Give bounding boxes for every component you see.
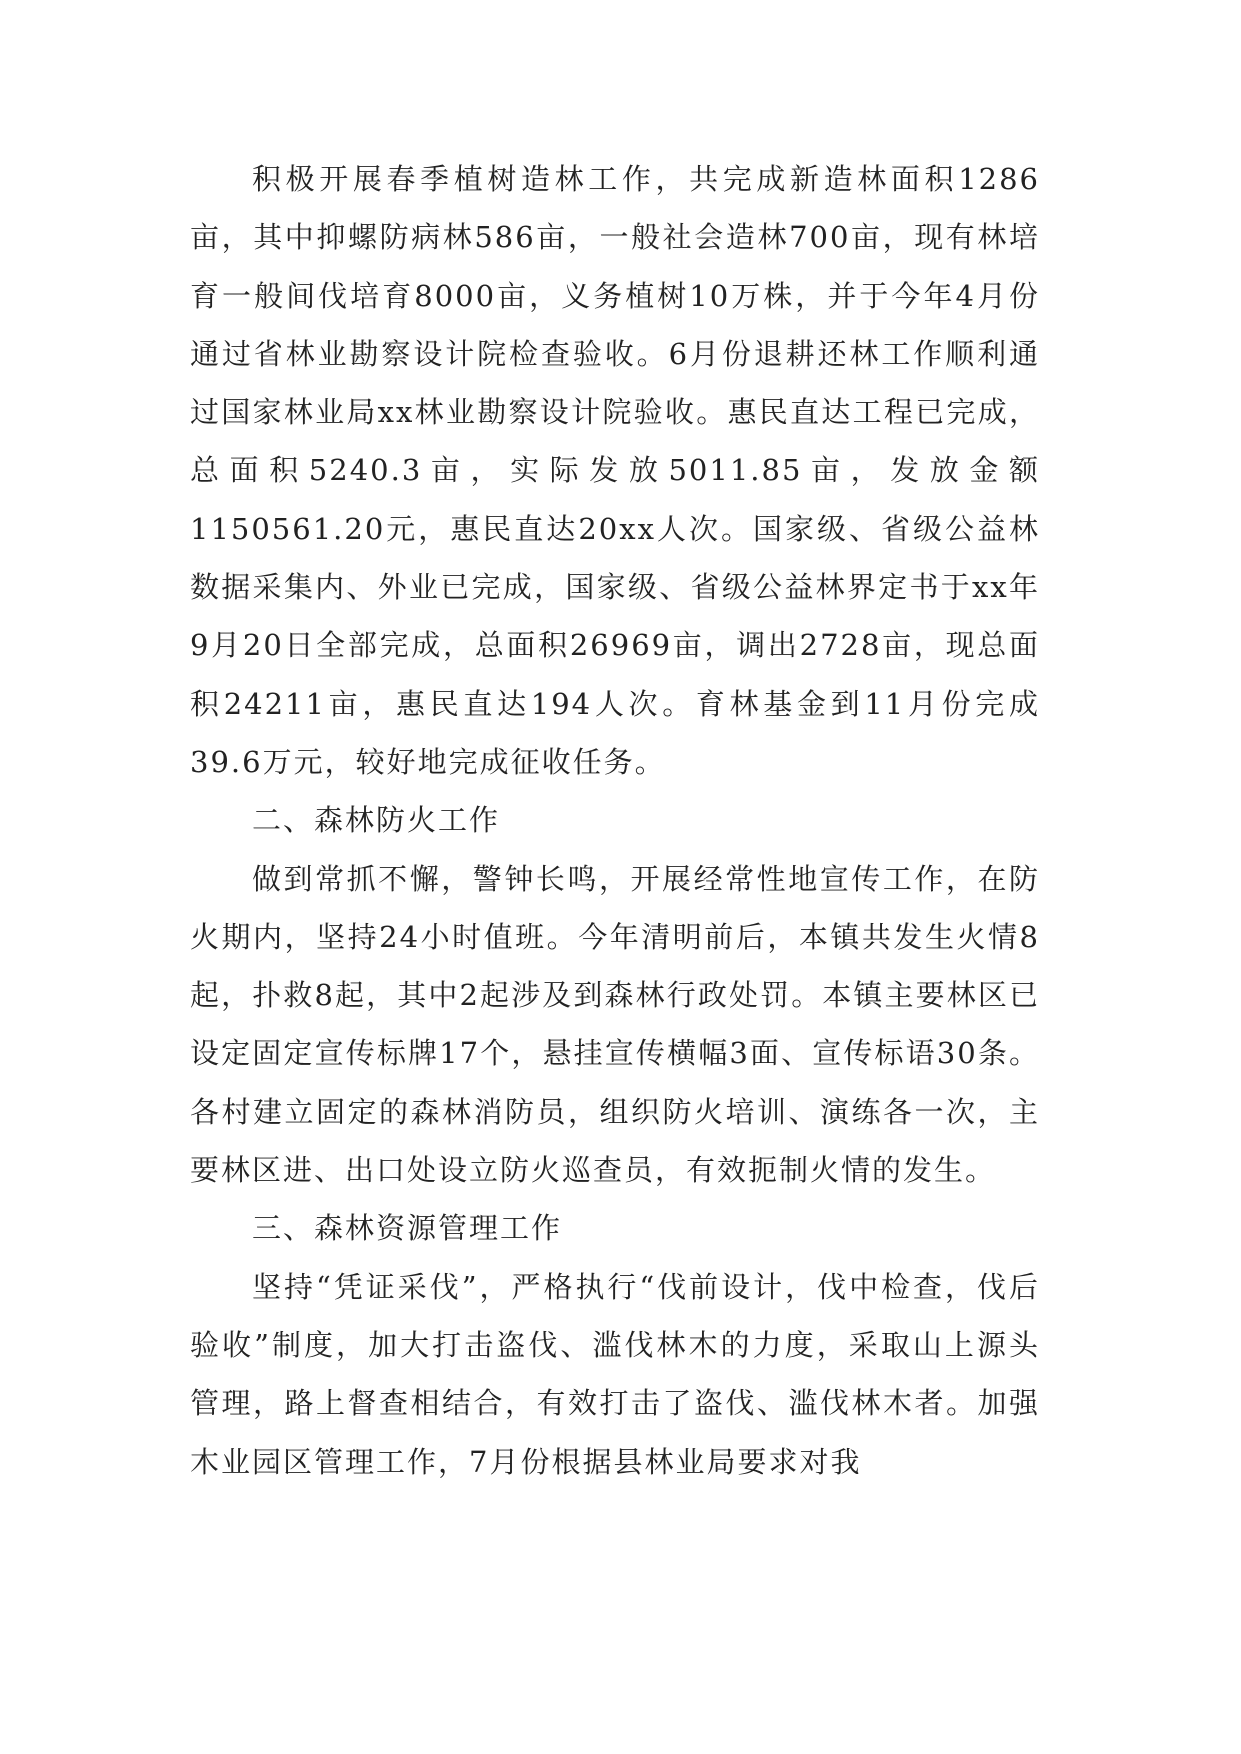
document-body <box>190 150 1040 1491</box>
section-heading-resource-management: 三、森林资源管理工作 <box>252 1211 563 1246</box>
paragraph-resource-management: 坚持“凭证采伐”，严格执行“伐前设计，伐中检查，伐后验收”制度，加大打击盗伐、滥伐林木的力度，采取山上源头管理，路上督查相结合，有效打击了盗伐、滥伐林木者。加强木业园区管理工作，7月份根据县林业局要求对我 <box>190 1269 1040 1479</box>
paragraph-fire-prevention: 做到常抓不懈，警钟长鸣，开展经常性地宣传工作，在防火期内，坚持24小时值班。今年清明前后，本镇共发生火情8起，扑救8起，其中2起涉及到森林行政处罚。本镇主要林区已设定固定宣传标牌17个，悬挂宣传横幅3面、宣传标语30条。各村建立固定的森林消防员，组织防火培训、演练各一次，主要林区进、出口处设立防火巡查员，有效扼制火情的发生。 <box>190 861 1040 1188</box>
section-heading-fire-prevention: 二、森林防火工作 <box>252 803 501 838</box>
paragraph-afforestation: 积极开展春季植树造林工作，共完成新造林面积1286亩，其中抑螺防病林586亩，一般社会造林700亩，现有林培育一般间伐培育8000亩，义务植树10万株，并于今年4月份通过省林业勘察设计院检查验收。6月份退耕还林工作顺利通过国家林业局xx林业勘察设计院验收。惠民直达工程已完成，总面积5240.3亩，实际发放5011.85亩，发放金额1150561.20元，惠民直达20xx人次。国家级、省级公益林数据采集内、外业已完成，国家级、省级公益林界定书于xx年9月20日全部完成，总面积26969亩，调出2728亩，现总面积24211亩，惠民直达194人次。育林基金到11月份完成39.6万元，较好地完成征收任务。 <box>190 162 1040 779</box>
